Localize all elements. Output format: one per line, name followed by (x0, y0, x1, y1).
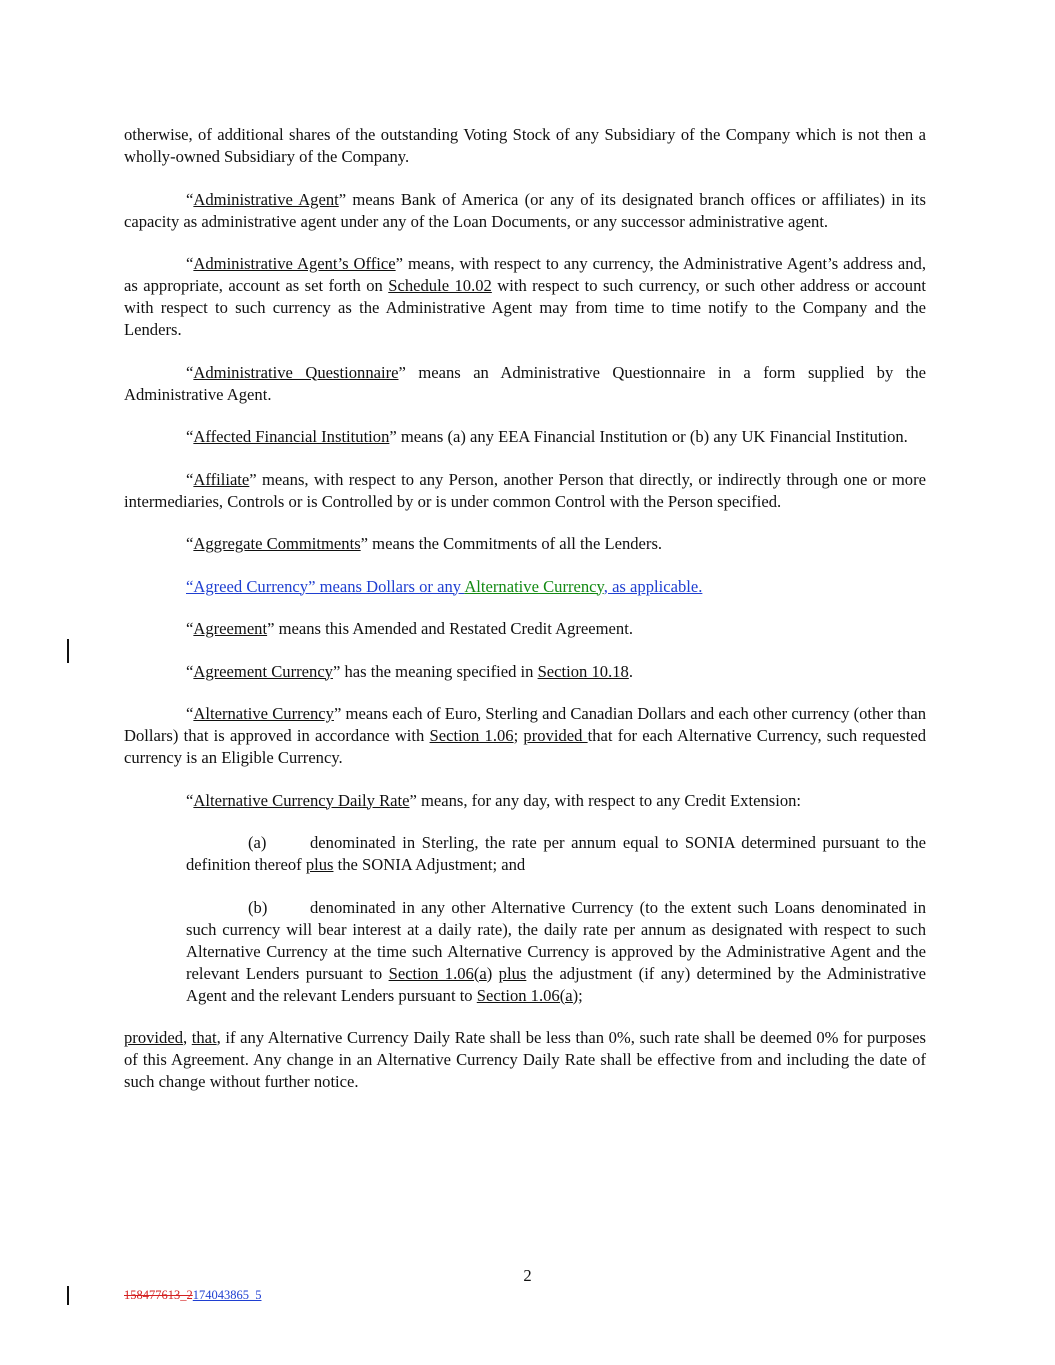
inserted-text: 174043865_5 (192, 1288, 262, 1302)
definition-agreement: “Agreement” means this Amended and Restated Credit Agreement. (186, 619, 633, 638)
document-body (124, 124, 926, 1114)
change-bar (67, 1286, 69, 1305)
inserted-text: “Agreed Currency” means Dollars or any (186, 576, 465, 596)
proviso: that (191, 1028, 217, 1047)
emphasis: plus (305, 855, 334, 874)
document-id (124, 1288, 262, 1303)
definition-administrative-questionnaire: “Administrative Questionnaire” means an Administrative Questionnaire in a form supplied by the Administrative Agent. (124, 362, 926, 404)
clause-a: (a) denominated in Sterling, the rate per annum equal to SONIA determined pursuant to the definition thereof plus the SONIA Adjustment; and (186, 833, 926, 874)
cross-reference: Section 1.06(a) (476, 985, 579, 1005)
cross-reference: Schedule 10.02 (388, 276, 492, 295)
page-number: 2 (523, 1266, 532, 1285)
definition-agreement-currency: “Agreement Currency” has the meaning specified in Section 10.18. (186, 661, 633, 681)
cross-reference: Section 1.06(a (388, 963, 487, 983)
definition-administrative-agent: “Administrative Agent” means Bank of America (or any of its designated branch offices or affiliates) in its capacity as administrative agent under any of the Loan Documents, or any successor administrative agent. (124, 189, 926, 231)
proviso: provided (124, 1028, 183, 1047)
definition-affected-financial-institution: “Affected Financial Institution” means (a) any EEA Financial Institution or (b) any UK Financial Institution. (186, 427, 908, 446)
definition-administrative-agents-office: “Administrative Agent’s Office” means, with respect to any currency, the Administrative Agent’s address and, as appropriate, account as set forth on Schedule 10.02 with respect to such currency, or such other address or account with respect to such currency as the Administrative Agent may from time to time notify to the Company and the Lenders. (124, 254, 927, 339)
definition-affiliate: “Affiliate” means, with respect to any Person, another Person that directly, or indirectly through one or more intermediaries, Controls or is Controlled by or is under common Control with the Person specified. (124, 469, 926, 511)
definition-aggregate-commitments: “Aggregate Commitments” means the Commitments of all the Lenders. (186, 534, 663, 553)
definition-agreed-currency-inserted (124, 576, 926, 598)
defined-term: Affiliate (193, 469, 250, 489)
inserted-text-moved: Alternative Currency (464, 576, 604, 596)
defined-term: Administrative Agent’s Office (193, 254, 396, 273)
defined-term: Agreement Currency (193, 661, 333, 681)
change-bar (67, 639, 69, 663)
proviso-paragraph: provided, that, if any Alternative Currency Daily Rate shall be less than 0%, such rate shall be deemed 0% for purposes of this Agreement. Any change in an Alternative Currency Daily Rate shall be effective from and including the date of such change without further notice. (124, 1028, 927, 1091)
paragraph-continuation: otherwise, of additional shares of the outstanding Voting Stock of any Subsidiary of the Company which is not then a wholly-owned Subsidiary of the Company. (124, 125, 926, 166)
definition-alternative-currency: “Alternative Currency” means each of Euro, Sterling and Canadian Dollars and each other currency (other than Dollars) that is approved in accordance with Section 1.06; provided that for each Alternative Currency, such requested currency is an Eligible Currency. (124, 704, 927, 767)
deleted-text: 158477613_2 (124, 1288, 193, 1302)
emphasis: plus (498, 963, 527, 983)
inserted-text: , as applicable. (603, 576, 703, 596)
clause-b: (b) denominated in any other Alternative Currency (to the extent such Loans denominated in such currency will bear interest at a daily rate), the daily rate per annum as designated with respect to such Alternative Currency at the time such Alternative Currency is approved by the Administrative Agent and the relevant Lenders pursuant to Section 1.06(a) plus the adjustment (if any) determined by the Administrative Agent and the relevant Lenders pursuant to Section 1.06(a); (186, 897, 927, 1005)
defined-term: Administrative Questionnaire (193, 362, 399, 382)
defined-term: Aggregate Commitments (193, 534, 361, 553)
cross-reference: Section 1.06 (429, 726, 514, 745)
defined-term: Affected Financial Institution (193, 427, 390, 446)
defined-term: Alternative Currency Daily Rate (193, 790, 410, 810)
defined-term: Agreement (193, 619, 268, 638)
defined-term: Administrative Agent (193, 189, 339, 209)
proviso: provided (523, 726, 588, 745)
cross-reference: Section 10.18 (537, 661, 629, 681)
clause-label: (b) (248, 897, 268, 917)
defined-term: Alternative Currency (193, 704, 334, 723)
definition-alternative-currency-daily-rate: “Alternative Currency Daily Rate” means, for any day, with respect to any Credit Extension: (186, 790, 802, 810)
clause-label: (a) (248, 833, 267, 852)
